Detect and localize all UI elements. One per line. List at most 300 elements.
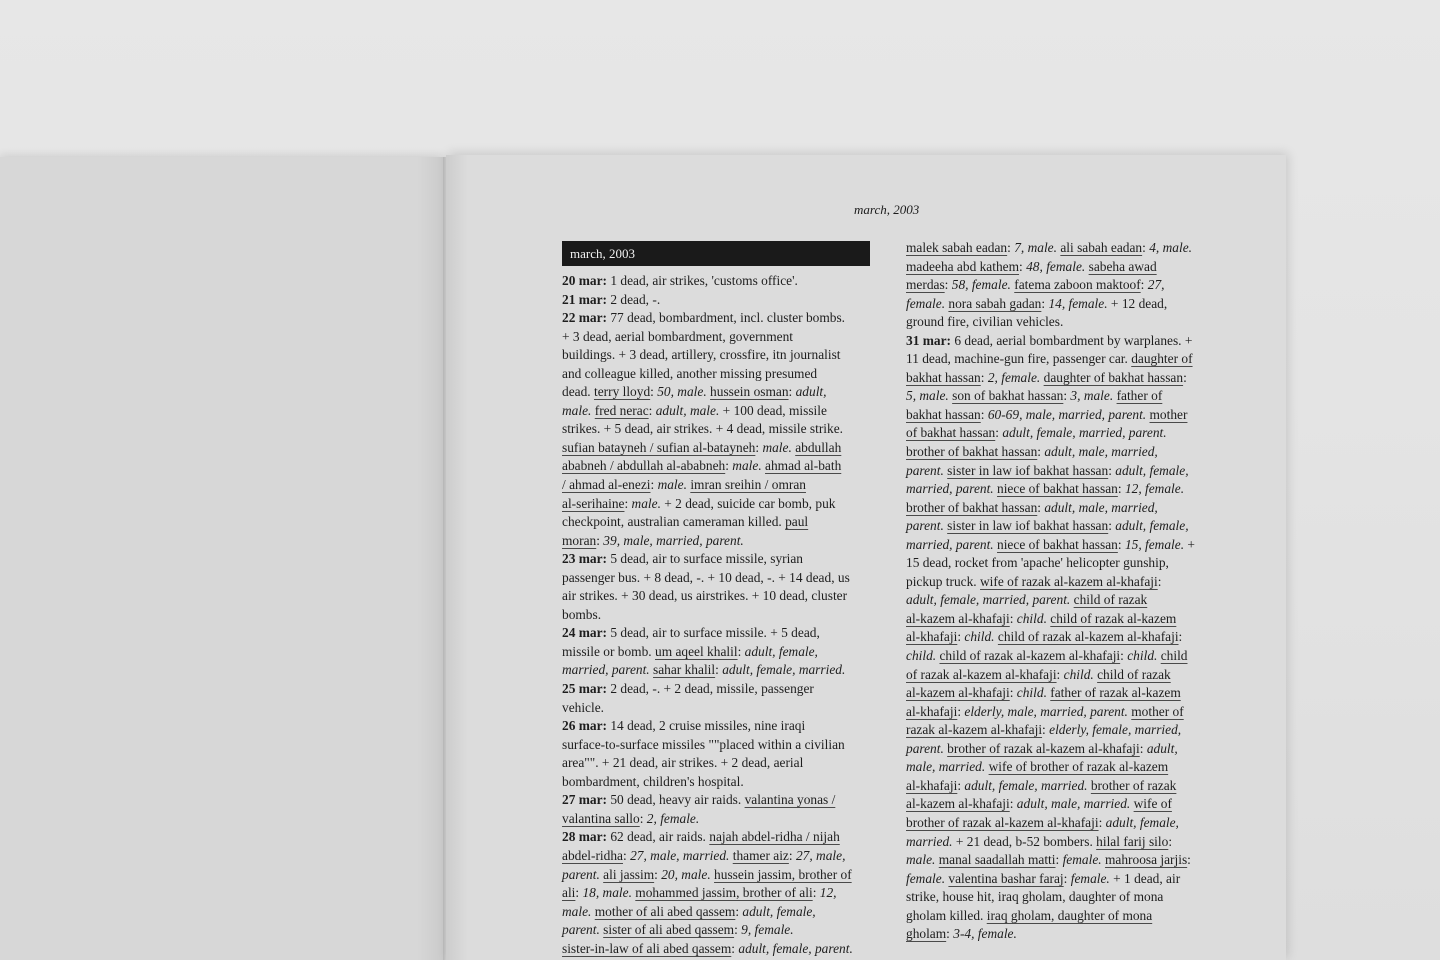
text-line xyxy=(906,573,1218,592)
victim-name: terry lloyd xyxy=(593,384,651,400)
victim-details: male. xyxy=(562,402,592,418)
text-line xyxy=(906,313,1218,332)
victim-name: brother of razak xyxy=(1090,777,1177,793)
victim-name: brother of razak al-kazem al-khafaji xyxy=(947,740,1140,756)
victim-details: adult, xyxy=(1146,740,1178,756)
text-run: : xyxy=(737,643,745,659)
text-line xyxy=(906,258,1218,277)
victim-details: parent. xyxy=(562,866,600,882)
text-line xyxy=(562,810,880,829)
text-run: + 12 dead, xyxy=(1107,295,1168,311)
victim-name: thamer aiz xyxy=(732,847,789,863)
victim-details: male. xyxy=(562,903,592,919)
victim-details: child. xyxy=(964,629,995,645)
text-run: : xyxy=(1063,388,1071,404)
text-line xyxy=(562,328,880,347)
text-run: 6 dead, aerial bombardment by warplanes. + xyxy=(951,332,1193,348)
victim-name: sahar khalil xyxy=(653,662,716,678)
text-line xyxy=(562,439,880,458)
section-title: march, 2003 xyxy=(562,241,870,266)
text-line xyxy=(562,754,880,773)
victim-name: child of razak xyxy=(1073,592,1148,608)
victim-name: al-serihaine xyxy=(562,495,625,511)
text-run: : xyxy=(575,885,583,901)
victim-details: 50, male. xyxy=(657,384,707,400)
text-run: : xyxy=(1037,444,1045,460)
victim-details: female. xyxy=(906,870,946,886)
victim-details: child. xyxy=(1016,685,1047,701)
text-line xyxy=(906,591,1218,610)
text-run: missile or bomb. xyxy=(562,643,655,659)
text-run: 50 dead, heavy air raids. xyxy=(607,792,745,808)
text-line xyxy=(562,291,880,310)
text-run: + 1 dead, air xyxy=(1109,870,1181,886)
victim-details: 14, female. xyxy=(1048,295,1108,311)
text-run: : xyxy=(1157,573,1162,589)
victim-name: valentina bashar faraj xyxy=(948,870,1064,886)
text-run: : xyxy=(1168,833,1173,849)
text-run: 15 dead, rocket from 'apache' helicopter gunship, xyxy=(906,555,1169,571)
text-line xyxy=(906,870,1218,889)
text-run: + 2 dead, suicide car bomb, puk xyxy=(660,495,836,511)
victim-details: adult, female, married. xyxy=(964,777,1088,793)
text-line xyxy=(906,406,1218,425)
victim-details: child. xyxy=(1063,666,1094,682)
text-run: : xyxy=(734,922,742,938)
text-line xyxy=(906,888,1218,907)
victim-details: married, parent. xyxy=(562,662,650,678)
victim-details: adult, female, xyxy=(742,903,816,919)
victim-details: male. xyxy=(906,852,936,868)
victim-name: manal saadallah matti xyxy=(938,852,1056,868)
victim-details: child. xyxy=(906,648,937,664)
victim-name: al-kazem al-khafaji xyxy=(906,610,1010,626)
text-run: : xyxy=(622,847,631,863)
text-run: : xyxy=(650,384,658,400)
entry-date: 21 mar: xyxy=(562,291,607,307)
text-line xyxy=(906,907,1218,926)
text-line xyxy=(906,610,1218,629)
text-run: : xyxy=(1187,852,1191,868)
text-line xyxy=(906,666,1218,685)
victim-name: daughter of bakhat hassan xyxy=(1043,369,1184,385)
text-run: : xyxy=(1041,295,1049,311)
text-run: : xyxy=(639,810,647,826)
text-line xyxy=(906,814,1218,833)
text-run: 11 dead, machine-gun fire, passenger car. xyxy=(906,351,1132,367)
text-run: : xyxy=(957,777,965,793)
victim-name: paul xyxy=(785,514,809,530)
text-run: buildings. + 3 dead, artillery, crossfire, itn journalist xyxy=(562,347,841,363)
text-line xyxy=(906,462,1218,481)
text-run: : xyxy=(1120,648,1128,664)
victim-details: parent. xyxy=(562,922,600,938)
victim-name: child of razak xyxy=(1097,666,1171,682)
text-run: 5 dead, air to surface missile. + 5 dead, xyxy=(607,625,820,641)
text-run: bombardment, children's hospital. xyxy=(562,773,744,789)
text-run: : xyxy=(648,402,656,418)
text-run: : xyxy=(715,662,723,678)
text-run: 2 dead, -. + 2 dead, missile, passenger xyxy=(607,681,814,697)
text-line xyxy=(906,387,1218,406)
victim-details: parent. xyxy=(906,518,944,534)
victim-details: adult, male, married, xyxy=(1044,499,1158,515)
victim-details: adult, male, married. xyxy=(1016,796,1131,812)
victim-name: al-kazem al-khafaji xyxy=(906,796,1010,812)
victim-details: 12, xyxy=(819,885,837,901)
victim-name: hussein osman xyxy=(710,384,789,400)
text-line xyxy=(562,866,880,885)
entry-date: 26 mar: xyxy=(562,718,607,734)
victim-name: abdel-ridha xyxy=(562,847,623,863)
victim-details: adult, male, married, xyxy=(1044,444,1158,460)
victim-name: child of razak al-kazem al-khafaji xyxy=(997,629,1179,645)
victim-details: elderly, male, married, parent. xyxy=(964,703,1128,719)
text-line xyxy=(906,350,1218,369)
entry-date: 20 mar: xyxy=(562,273,607,288)
victim-details: married, parent. xyxy=(906,481,994,497)
victim-name: valantina sallo xyxy=(562,810,640,826)
left-column-text xyxy=(562,272,880,958)
text-line xyxy=(562,550,880,569)
victim-name: son of bakhat hassan xyxy=(952,388,1064,404)
victim-name: brother of bakhat hassan xyxy=(906,499,1038,515)
victim-name: / ahmad al-enezi xyxy=(562,477,651,493)
text-run: : xyxy=(1178,629,1183,645)
victim-details: adult, female, xyxy=(1105,814,1179,830)
text-line xyxy=(562,587,880,606)
text-line xyxy=(906,628,1218,647)
text-run: : xyxy=(1055,852,1063,868)
victim-details: female. xyxy=(906,295,946,311)
victim-details: male. xyxy=(762,439,792,455)
text-run: : xyxy=(788,384,796,400)
text-line xyxy=(562,495,880,514)
text-run: gholam killed. xyxy=(906,907,987,923)
text-run: 5 dead, air to surface missile, syrian xyxy=(607,551,803,567)
victim-name: um aqeel khalil xyxy=(655,643,738,659)
text-run: : xyxy=(725,458,733,474)
victim-name: najah abdel-ridha / nijah xyxy=(709,829,840,845)
entry-date: 24 mar: xyxy=(562,625,607,641)
text-line xyxy=(562,717,880,736)
text-line xyxy=(906,239,1218,258)
victim-name: bakhat hassan xyxy=(906,406,981,422)
text-line xyxy=(562,661,880,680)
text-line xyxy=(562,457,880,476)
text-run: 14 dead, 2 cruise missiles, nine iraqi xyxy=(607,718,806,734)
text-line xyxy=(906,536,1218,555)
text-run: : xyxy=(1056,666,1064,682)
victim-name: nora sabah gadan xyxy=(948,295,1042,311)
victim-name: ababneh / abdullah al-ababneh xyxy=(562,458,726,474)
victim-details: 20, male. xyxy=(661,866,711,882)
text-run: : xyxy=(735,903,743,919)
text-line xyxy=(562,847,880,866)
victim-name: razak al-kazem al-khafaji xyxy=(906,722,1043,738)
text-line xyxy=(906,795,1218,814)
victim-details: adult, female, married, parent. xyxy=(1002,425,1167,441)
text-run: : xyxy=(980,369,988,385)
victim-details: adult, xyxy=(795,384,827,400)
victim-name: mahroosa jarjis xyxy=(1104,852,1188,868)
text-run: + xyxy=(1184,536,1195,552)
text-run: 62 dead, air raids. xyxy=(607,829,710,845)
text-line xyxy=(562,680,880,699)
victim-name: wife of xyxy=(1133,796,1172,812)
victim-name: ali jassim xyxy=(603,866,655,882)
victim-name: wife of razak al-kazem al-khafaji xyxy=(980,573,1158,589)
entry-date: 31 mar: xyxy=(906,332,951,348)
left-page xyxy=(0,157,443,960)
text-run: : xyxy=(1142,240,1150,255)
entry-date: 23 mar: xyxy=(562,551,607,567)
text-line xyxy=(562,532,880,551)
victim-name: bakhat hassan xyxy=(906,369,981,385)
text-run: : xyxy=(1140,277,1148,293)
text-line xyxy=(562,383,880,402)
victim-details: female. xyxy=(1062,852,1102,868)
victim-details: adult, female, parent. xyxy=(738,940,853,956)
text-line xyxy=(562,699,880,718)
victim-name: father of razak al-kazem xyxy=(1050,685,1181,701)
victim-name: al-khafaji xyxy=(906,777,958,793)
text-line xyxy=(906,424,1218,443)
victim-details: adult, female, xyxy=(744,643,818,659)
victim-name: ali xyxy=(562,885,576,901)
text-line xyxy=(562,828,880,847)
text-run: + 21 dead, b-52 bombers. xyxy=(952,833,1097,849)
text-line xyxy=(906,499,1218,518)
text-run: : xyxy=(755,439,763,455)
text-line xyxy=(562,921,880,940)
text-line xyxy=(562,420,880,439)
text-line xyxy=(562,309,880,328)
victim-name: of razak al-kazem al-khafaji xyxy=(906,666,1057,682)
text-run: : xyxy=(1117,481,1125,497)
victim-details: 27, male, married. xyxy=(630,847,730,863)
entry-date: 25 mar: xyxy=(562,681,607,697)
victim-name: valantina yonas / xyxy=(744,792,836,808)
victim-name: child of razak al-kazem al-khafaji xyxy=(939,648,1121,664)
text-line xyxy=(906,332,1218,351)
victim-name: merdas xyxy=(906,277,945,293)
victim-name: sister of ali abed qassem xyxy=(603,922,735,938)
victim-name: daughter of xyxy=(1131,351,1193,367)
text-line xyxy=(562,736,880,755)
entry-date: 28 mar: xyxy=(562,829,607,845)
victim-details: child. xyxy=(1127,648,1158,664)
victim-name: moran xyxy=(562,532,597,548)
victim-details: male. xyxy=(631,495,661,511)
victim-name: al-kazem al-khafaji xyxy=(906,685,1010,701)
text-run: : xyxy=(1042,722,1050,738)
victim-name: ahmad al-bath xyxy=(765,458,842,474)
victim-name: mother of xyxy=(1131,703,1184,719)
text-run: : xyxy=(812,885,820,901)
victim-details: adult, female, married, parent. xyxy=(906,592,1071,608)
text-run: : xyxy=(944,277,952,293)
text-run: and colleague killed, another missing presumed xyxy=(562,365,818,381)
text-run: area"". + 21 dead, air strikes. + 2 dead, aerial xyxy=(562,755,804,771)
text-run: : xyxy=(980,406,988,422)
text-line xyxy=(906,443,1218,462)
text-line xyxy=(906,721,1218,740)
victim-details: 48, female. xyxy=(1026,258,1086,274)
text-line xyxy=(562,365,880,384)
victim-details: 15, female. xyxy=(1124,536,1185,552)
victim-name: gholam xyxy=(906,926,947,942)
text-line xyxy=(906,925,1218,944)
victim-details: 2, female. xyxy=(987,369,1041,385)
victim-details: 7, male. xyxy=(1014,240,1057,255)
victim-details: female. xyxy=(1070,870,1110,886)
text-run: : xyxy=(995,425,1003,441)
victim-name: fred nerac xyxy=(594,402,649,418)
victim-name: madeeha abd kathem xyxy=(906,258,1020,274)
text-run: : xyxy=(624,495,632,511)
text-run: : xyxy=(788,847,796,863)
victim-details: 39, male, married, parent. xyxy=(603,532,744,548)
text-line xyxy=(906,554,1218,573)
victim-details: married. xyxy=(906,833,953,849)
victim-name: child xyxy=(1160,648,1188,664)
victim-details: 3-4, female. xyxy=(953,926,1017,942)
victim-name: hussein jassim, brother of xyxy=(714,866,852,882)
text-line xyxy=(562,476,880,495)
text-line xyxy=(906,517,1218,536)
text-line xyxy=(562,606,880,625)
victim-details: 12, female. xyxy=(1124,481,1185,497)
text-line xyxy=(906,684,1218,703)
victim-name: al-khafaji xyxy=(906,629,958,645)
text-line xyxy=(562,624,880,643)
text-line xyxy=(906,777,1218,796)
victim-name: sister in law iof bakhat hassan xyxy=(947,518,1109,534)
text-line xyxy=(562,773,880,792)
victim-details: male, married. xyxy=(906,759,986,775)
victim-name: al-khafaji xyxy=(906,703,958,719)
text-run: : xyxy=(946,926,954,942)
text-run: + 100 dead, missile xyxy=(719,402,827,418)
text-run: : xyxy=(1009,796,1017,812)
victim-name: abdullah xyxy=(795,439,842,455)
text-run: dead. xyxy=(562,384,594,400)
running-head: march, 2003 xyxy=(854,202,920,217)
victim-name: malek sabah eadan xyxy=(906,240,1008,255)
text-run: : xyxy=(1098,814,1106,830)
victim-name: sister-in-law of ali abed qassem xyxy=(562,940,732,956)
text-line xyxy=(906,276,1218,295)
text-run: : xyxy=(1019,258,1027,274)
text-line xyxy=(562,903,880,922)
text-line xyxy=(906,740,1218,759)
text-run: : xyxy=(731,940,739,956)
text-line xyxy=(562,791,880,810)
victim-name: ali sabah eadan xyxy=(1060,240,1143,255)
victim-name: fatema zaboon maktoof xyxy=(1014,277,1141,293)
victim-name: wife of brother of razak al-kazem xyxy=(988,759,1169,775)
victim-name: father of xyxy=(1116,388,1163,404)
victim-name: child of razak al-kazem xyxy=(1050,610,1177,626)
text-run: : xyxy=(1009,685,1017,701)
text-line xyxy=(906,833,1218,852)
victim-name: iraq gholam, daughter of mona xyxy=(986,907,1153,923)
text-run: : xyxy=(596,532,604,548)
victim-details: 60-69, male, married, parent. xyxy=(987,406,1147,422)
text-run: checkpoint, australian cameraman killed. xyxy=(562,514,786,530)
victim-name: niece of bakhat hassan xyxy=(997,536,1118,552)
text-run: 77 dead, bombardment, incl. cluster bombs. xyxy=(607,310,846,326)
text-run: ground fire, civilian vehicles. xyxy=(906,314,1064,330)
victim-details: adult, female, xyxy=(1115,518,1189,534)
text-run: : xyxy=(1183,369,1187,385)
victim-details: adult, male. xyxy=(655,402,720,418)
victim-details: elderly, female, married, xyxy=(1049,722,1182,738)
text-run: 2 dead, -. xyxy=(607,291,661,307)
text-line xyxy=(562,940,880,959)
text-run: air strikes. + 30 dead, us airstrikes. + 10 dead, cluster xyxy=(562,588,848,604)
text-run: : xyxy=(957,703,965,719)
text-run: : xyxy=(1007,240,1015,255)
entry-date: 27 mar: xyxy=(562,792,607,808)
text-run: surface-to-surface missiles ""placed within a civilian xyxy=(562,736,845,752)
text-line xyxy=(906,369,1218,388)
victim-details: adult, female, married. xyxy=(722,662,846,678)
victim-name: brother of bakhat hassan xyxy=(906,444,1038,460)
victim-details: 58, female. xyxy=(951,277,1011,293)
text-run: : xyxy=(1108,518,1116,534)
text-run: strike, house hit, iraq gholam, daughter of mona xyxy=(906,889,1164,905)
text-line xyxy=(562,569,880,588)
victim-details: 3, male. xyxy=(1070,388,1114,404)
victim-details: 5, male. xyxy=(906,388,949,404)
text-line xyxy=(562,346,880,365)
victim-details: 9, female. xyxy=(741,922,794,938)
text-run: : xyxy=(654,866,662,882)
victim-details: adult, female, xyxy=(1115,462,1189,478)
victim-details: 2, female. xyxy=(646,810,700,826)
text-run: : xyxy=(1139,740,1147,756)
text-line xyxy=(562,884,880,903)
victim-name: imran sreihin / omran xyxy=(690,477,806,493)
victim-name: mohammed jassim, brother of ali xyxy=(635,885,813,901)
text-run: : xyxy=(1037,499,1045,515)
text-run: : xyxy=(957,629,965,645)
text-run: : xyxy=(1117,536,1125,552)
text-run: vehicle. xyxy=(562,699,605,715)
victim-name: of bakhat hassan xyxy=(906,425,996,441)
text-run: pickup truck. xyxy=(906,573,981,589)
victim-details: child. xyxy=(1016,610,1047,626)
victim-details: married, parent. xyxy=(906,536,994,552)
text-run: bombs. xyxy=(562,606,602,622)
text-run: : xyxy=(1108,462,1116,478)
text-line xyxy=(562,402,880,421)
text-line xyxy=(906,851,1218,870)
victim-details: 18, male. xyxy=(582,885,632,901)
text-run: : xyxy=(1063,870,1071,886)
text-run: 1 dead, air strikes, 'customs office'. xyxy=(607,273,798,288)
entry-date: 22 mar: xyxy=(562,310,607,326)
victim-name: brother of razak al-kazem al-khafaji xyxy=(906,814,1099,830)
victim-details: 27, male, xyxy=(795,847,846,863)
victim-details: parent. xyxy=(906,462,944,478)
text-run: : xyxy=(1009,610,1017,626)
text-run: passenger bus. + 8 dead, -. + 10 dead, -. + 14 dead, us xyxy=(562,569,850,585)
victim-name: sufian batayneh / sufian al-batayneh xyxy=(562,439,756,455)
text-line xyxy=(906,295,1218,314)
